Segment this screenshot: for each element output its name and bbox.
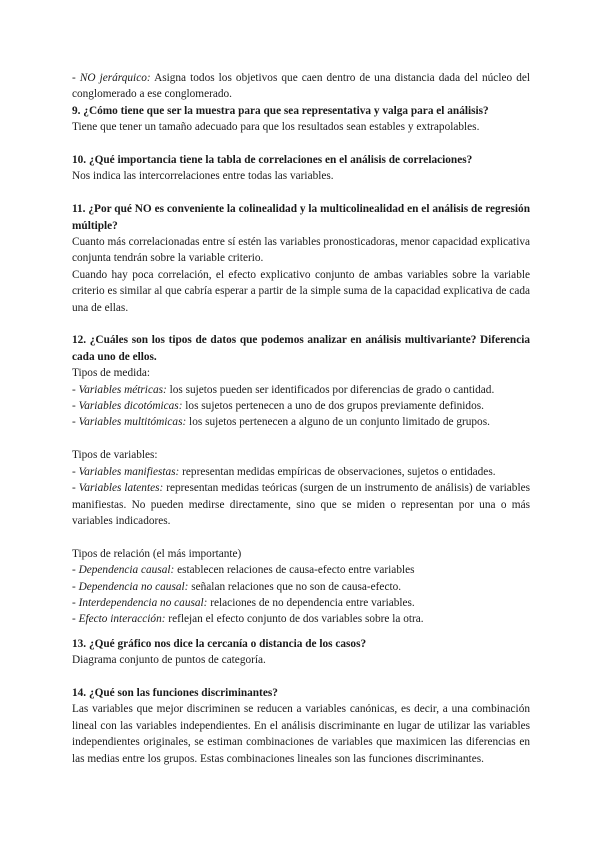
spacer xyxy=(72,431,530,447)
list-item-text: representan medidas empíricas de observaciones, sujetos o entidades. xyxy=(179,465,496,478)
list-item: - Variables métricas: los sujetos pueden ser identificados por diferencias de grado o cantidad. xyxy=(72,383,495,396)
list-item-text: los sujetos pertenecen a alguno de un conjunto limitado de grupos. xyxy=(186,416,490,429)
list-item-text: reflejan el efecto conjunto de dos variables sobre la otra. xyxy=(165,613,424,626)
question-heading: 13. ¿Qué gráfico nos dice la cercanía o distancia de los casos? xyxy=(72,637,367,650)
list-item: - NO jerárquico: Asigna todos los objetivos que caen dentro de una distancia dada del núcleo del conglomerado a ese conglomerado. xyxy=(72,72,530,101)
question-heading: 10. ¿Qué importancia tiene la tabla de correlaciones en el análisis de correlaciones? xyxy=(72,154,473,167)
spacer xyxy=(72,136,530,152)
list-item-text: Asigna todos los objetivos que caen dentro de una distancia dada del núcleo del conglomerado a ese conglomerado. xyxy=(72,72,530,101)
list-item-text: los sujetos pueden ser identificados por diferencias de grado o cantidad. xyxy=(166,383,495,396)
answer-paragraph: Nos indica las intercorrelaciones entre todas las variables. xyxy=(72,170,334,183)
list-item-term: Variables dicotómicas: xyxy=(78,400,183,413)
list-item-text: representan medidas teóricas (surgen de un instrumento de análisis) de variables manifiestas. No pueden medirse directamente, sino que se miden o representan por una o más variables indicadores. xyxy=(72,482,530,527)
answer-paragraph: Tipos de medida: xyxy=(72,367,151,380)
list-item-term: Interdependencia no causal: xyxy=(78,596,208,609)
list-item: - Variables multitómicas: los sujetos pertenecen a alguno de un conjunto limitado de grupos. xyxy=(72,416,490,429)
list-item-term: Dependencia causal: xyxy=(78,564,175,577)
list-item-text: señalan relaciones que no son de causa-efecto. xyxy=(188,580,402,593)
answer-paragraph: Diagrama conjunto de puntos de categoría. xyxy=(72,654,266,667)
list-item-term: Variables latentes: xyxy=(78,482,164,495)
spacer xyxy=(72,316,530,332)
list-item-term: Efecto interacción: xyxy=(78,613,166,626)
list-item: - Interdependencia no causal: relaciones de no dependencia entre variables. xyxy=(72,596,415,609)
answer-paragraph: Cuando hay poca correlación, el efecto explicativo conjunto de ambas variables sobre la variable criterio es similar al que cabría esperar a partir de la simple suma de la capacidad explicativa de cada una de ellas. xyxy=(72,268,530,314)
list-item-term: Variables métricas: xyxy=(78,383,167,396)
list-item: - Variables latentes: representan medidas teóricas (surgen de un instrumento de análisis) de variables manifiestas. No pueden medirse directamente, sino que se miden o representan por una o más variables indicadores. xyxy=(72,482,530,527)
list-item-term: Variables multitómicas: xyxy=(78,416,187,429)
document-page xyxy=(72,70,530,767)
question-heading: 14. ¿Qué son las funciones discriminantes? xyxy=(72,686,278,699)
answer-paragraph: Tipos de variables: xyxy=(72,449,158,462)
list-item: - Variables manifiestas: representan medidas empíricas de observaciones, sujetos o entidades. xyxy=(72,465,496,478)
list-item: - Dependencia no causal: señalan relaciones que no son de causa-efecto. xyxy=(72,580,402,593)
spacer xyxy=(72,185,530,201)
spacer xyxy=(72,529,530,545)
spacer xyxy=(72,628,530,636)
answer-paragraph: Cuanto más correlacionadas entre sí estén las variables pronosticadoras, menor capacidad explicativa conjunta tendrán sobre la variable criterio. xyxy=(72,236,530,265)
answer-paragraph: Las variables que mejor discriminen se reducen a variables canónicas, es decir, a una combinación lineal con las variables independientes. En el análisis discriminante en lugar de utilizar las variables independientes originales, se estiman combinaciones de variables que maximicen las diferencias en las medias entre los grupos. Estas combinaciones lineales son las funciones discriminantes. xyxy=(72,703,530,765)
question-heading: 11. ¿Por qué NO es conveniente la colinealidad y la multicolinealidad en el análisis de regresión múltiple? xyxy=(72,203,530,232)
answer-paragraph: Tiene que tener un tamaño adecuado para que los resultados sean estables y extrapolables. xyxy=(72,121,480,134)
list-item-text: los sujetos pertenecen a uno de dos grupos previamente definidos. xyxy=(182,400,484,413)
list-item: - Dependencia causal: establecen relaciones de causa-efecto entre variables xyxy=(72,564,415,577)
list-item: - Efecto interacción: reflejan el efecto conjunto de dos variables sobre la otra. xyxy=(72,613,424,626)
question-heading: 12. ¿Cuáles son los tipos de datos que podemos analizar en análisis multivariante? Diferencia cada uno de ellos. xyxy=(72,334,530,363)
list-item-term: Dependencia no causal: xyxy=(78,580,189,593)
list-item: - Variables dicotómicas: los sujetos pertenecen a uno de dos grupos previamente definidos. xyxy=(72,400,484,413)
list-item-text: establecen relaciones de causa-efecto entre variables xyxy=(174,564,415,577)
list-item-text: relaciones de no dependencia entre variables. xyxy=(207,596,415,609)
spacer xyxy=(72,669,530,685)
list-item-term: Variables manifiestas: xyxy=(78,465,180,478)
list-item-term: NO jerárquico: xyxy=(79,72,151,84)
answer-paragraph: Tipos de relación (el más importante) xyxy=(72,547,242,560)
question-heading: 9. ¿Cómo tiene que ser la muestra para que sea representativa y valga para el análisis? xyxy=(72,104,489,117)
